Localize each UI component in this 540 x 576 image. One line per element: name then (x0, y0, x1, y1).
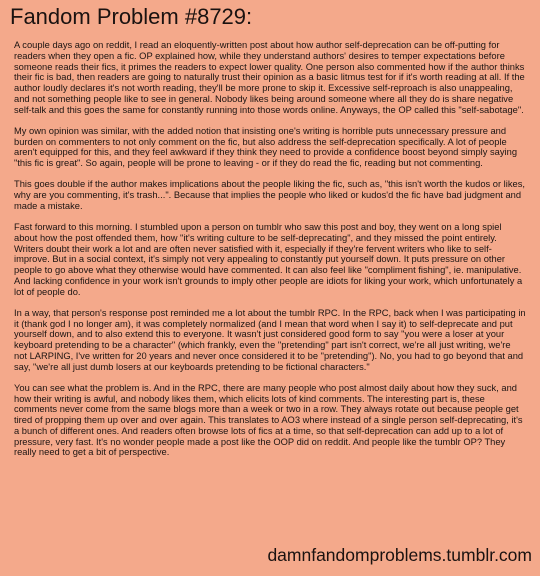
paragraph-3: This goes double if the author makes implications about the people liking the fic, such as, "this isn't worth the kudos or likes, why are you commenting, it's trash...". Because that implies the people who liked or kudos'd the fic have bad judgment and made a mistake. (14, 179, 525, 211)
post-body (14, 40, 526, 469)
paragraph-1: A couple days ago on reddit, I read an eloquently-written post about how author self-deprecation can be off-putting for readers when they open a fic. OP explained how, while they understand authors' desires to temper expectations before someone reads their fics, it primes the readers to expect lower quality. One person also commented how if the author thinks their fic is bad, then readers are going to naturally trust their opinion as a basic litmus test for if it's worth reading at all. If the author loudly declares it's not worth reading, they'll be more prone to skip it. Excessive self-reproach is also unappealing, and not something people like to see in general. Nobody likes being around someone where all they do is share negative self-talk and this goes the same for constantly running into those words online. Anyways, the OP called this "self-sabotage". (14, 40, 525, 115)
paragraph-4: Fast forward to this morning. I stumbled upon a person on tumblr who saw this post and boy, they went on a long spiel about how the post offended them, how "it's writing culture to be self-deprecating", and they missed the point entirely. Writers doubt their work a lot and are often never satisfied with it, especially if they're fervent writers who like to self-improve. But in a social context, it's simply not very appealing to constantly put yourself down. It puts pressure on other people to go above what they otherwise would have commented. It can also feel like "compliment fishing", ie. manipulative. And lacking confidence in your work isn't grounds to imply other people are idiots for liking your work, which unfortunately a lot of people do. (14, 222, 523, 297)
paragraph-5: In a way, that person's response post reminded me a lot about the tumblr RPC. In the RPC, back when I was participating in it (thank god I no longer am), it was completely normalized (and I mean that word when I say it) to self-deprecate and put yourself down, and to also extend this to everyone. It wasn't just considered good form to say "you were a loser at your keyboard pretending to be a character" (which frankly, even the "pretending" part isn't correct, we're all just writing, we're not LARPING, I've written for 20 years and never once considered it to be "pretending"). No, you had to go beyond that and say, "we're all just dumb losers at our keyboards pretending to be fictional characters." (14, 307, 526, 372)
paragraph-6: You can see what the problem is. And in the RPC, there are many people who post almost daily about how they suck, and how their writing is awful, and nobody likes them, which elicits lots of kind comments. The interesting part is, these comments never come from the same blogs more than a week or two in a row. They always rotate out because people get tired of propping them up over and over again. This translates to AO3 where instead of a single person self-deprecating, it's a bunch of different ones. And readers often browse lots of fics at a time, so that self-deprecation can add up to a lot of pressure, very fast. It's no wonder people made a post like the OOP did on reddit. And people like the tumblr OP? They really need to get a bit of perspective. (14, 382, 523, 458)
paragraph-2: My own opinion was similar, with the added notion that insisting one's writing is horrible puts unnecessary pressure and burden on commenters to not only comment on the fic, but also address the self-deprecation specifically. A lot of people aren't equipped for this, and they feel awkward if they think they need to provide a confidence boost beyond simply saying "this fic is great". So again, people will be prone to leaving - or if they do read the fic, reading but not commenting. (14, 125, 518, 168)
page-title: Fandom Problem #8729: (10, 4, 253, 29)
source-url: damnfandomproblems.tumblr.com (267, 545, 532, 565)
